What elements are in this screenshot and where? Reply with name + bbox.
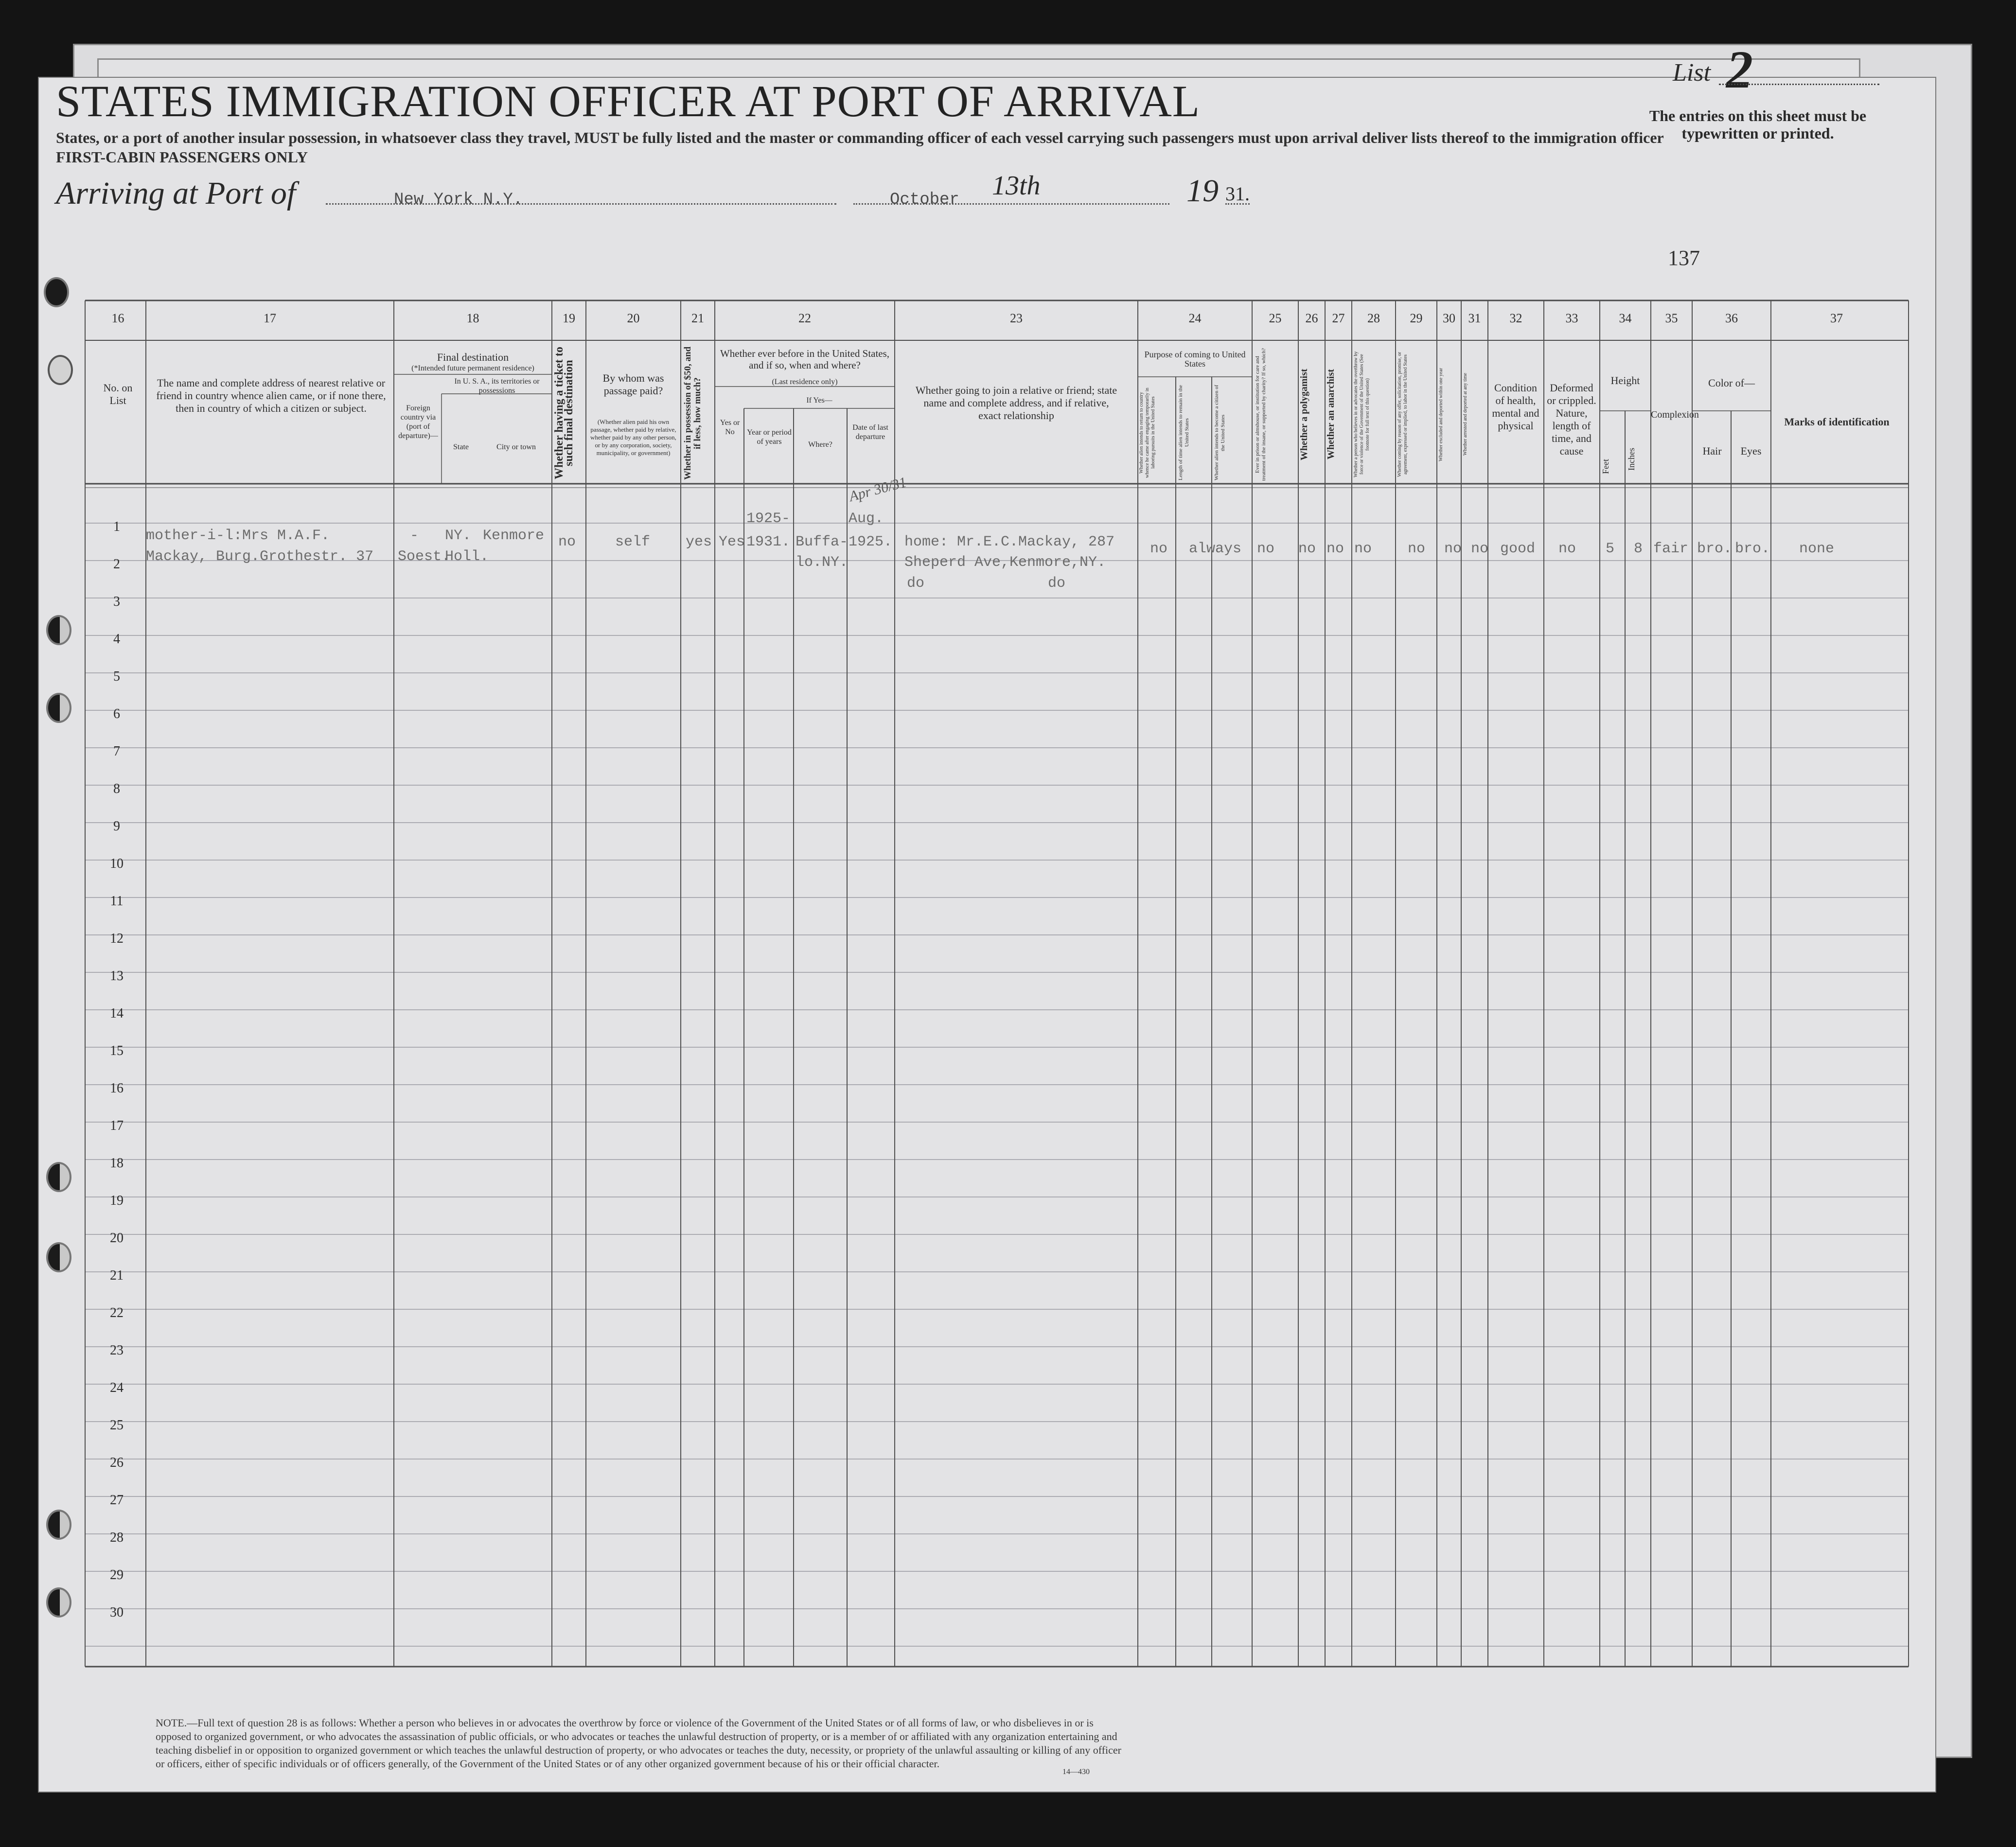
row-number: 24 [110, 1380, 124, 1395]
header-foreign-country: Foreign country via (port of departure)— [398, 404, 438, 440]
header-inches: Inches [1627, 448, 1636, 471]
entry-been-before: Yes [719, 534, 745, 550]
header-ever-before: Whether ever before in the United States, and if so, when and where? [720, 348, 890, 371]
header-final-destination-sub: (*Intended future permanent residence) [411, 364, 534, 372]
header-passage: By whom was passage paid? [602, 372, 664, 397]
header-yes-no: Yes or No [720, 419, 740, 436]
entry-period-line1: 1925- [746, 510, 791, 527]
header-length-stay: Length of time alien intends to remain in the United States [1178, 385, 1190, 481]
header-complexion: Complexion [1651, 409, 1699, 420]
entry-passage-paid: self [615, 534, 651, 550]
instruction-line: States, or a port of another insular possession, in whatsoever class they travel, MUST be fully listed and the master or commanding officer of each vessel carrying such passengers must upon arrival deliver lists thereof to the immigration officer [56, 129, 1664, 146]
entry-marks: none [1799, 541, 1835, 557]
entry-relative-line1: mother-i-l:Mrs M.A.F. [146, 528, 330, 544]
punch-hole [44, 277, 69, 307]
row-number: 17 [110, 1118, 124, 1133]
col-number-27: 27 [1332, 311, 1345, 325]
entry-join-line3b: do [1048, 575, 1066, 592]
row-number: 4 [113, 632, 120, 647]
entry-excluded: no [1444, 541, 1462, 557]
row-number: 22 [110, 1305, 124, 1320]
entry-deformed: no [1558, 541, 1576, 557]
entry-dest-state: NY. [445, 528, 472, 544]
entry-health: good [1500, 541, 1536, 557]
header-polygamist: Whether a polygamist [1299, 369, 1309, 460]
header-if-yes: If Yes— [806, 396, 832, 405]
punch-hole [46, 1587, 71, 1618]
col-number-34: 34 [1619, 311, 1632, 325]
entry-feet: 5 [1606, 541, 1615, 557]
header-passage-sub: (Whether alien paid his own passage, whether paid by relative, whether paid by any other person, or by any corporation, society, municipality, or government) [590, 418, 676, 457]
entry-eyes: bro. [1735, 541, 1770, 557]
header-relative: The name and complete address of nearest relative or friend in country whence alien came, or if none there, then in country of which a citizen or subject. [156, 377, 386, 414]
header-fifty-dollars: Whether in possession of $50, and if less, how much? [683, 346, 703, 480]
row-number: 27 [110, 1493, 124, 1508]
punch-hole [46, 1162, 71, 1192]
entry-dest-state-2: Holl. [445, 548, 489, 565]
arriving-label: Arriving at Port of [56, 176, 296, 211]
entry-hair: bro. [1697, 541, 1733, 557]
col-number-33: 33 [1565, 311, 1578, 325]
entry-departure-line1: Aug. [849, 510, 884, 527]
header-join-relative: Whether going to join a relative or friend; state name and complete address, and if relative, exact relationship [915, 384, 1117, 422]
entry-foreign-country: - [410, 528, 419, 544]
row-number: 13 [110, 968, 124, 984]
header-return-country: Whether alien intends to return to country whence he came after engaging temporarily in laboring pursuits in the United States [1139, 387, 1156, 478]
col-number-29: 29 [1410, 311, 1423, 325]
row-number: 9 [113, 819, 120, 834]
col-number-28: 28 [1367, 311, 1380, 325]
header-prison: Ever in prison or almshouse, or institution for care and treatment of the insane, or supported by charity? If so, which? [1255, 348, 1267, 481]
entry-join-line3a: do [907, 575, 925, 592]
col-number-18: 18 [466, 311, 479, 325]
row-number: 8 [113, 781, 120, 796]
col-number-22: 22 [798, 311, 811, 325]
row-number: 30 [110, 1605, 124, 1620]
row-number: 26 [110, 1455, 124, 1470]
punch-hole [46, 1510, 71, 1540]
entry-join-line1: home: Mr.E.C.Mackay, 287 [904, 534, 1115, 550]
row-number: 1 [113, 519, 120, 534]
col-number-16: 16 [111, 311, 124, 325]
entry-departure-note: Apr 30/31 [847, 474, 908, 505]
row-number: 5 [113, 669, 120, 684]
entry-return-country: no [1150, 541, 1168, 557]
entry-where-line1: Buffa- [796, 534, 849, 550]
header-in-usa: In U. S. A., its territories or possessions [454, 377, 540, 395]
header-final-destination: Final destination [437, 351, 509, 363]
col-number-21: 21 [691, 311, 704, 325]
col-number-24: 24 [1188, 311, 1202, 325]
header-marks: Marks of identification [1784, 416, 1890, 428]
month-value: October [890, 191, 959, 209]
row-number: 2 [113, 557, 120, 572]
col-number-25: 25 [1269, 311, 1282, 325]
entry-join-line2: Sheperd Ave,Kenmore,NY. [904, 554, 1106, 571]
header-last-departure: Date of last departure [852, 423, 888, 441]
year-prefix: 19 [1186, 173, 1219, 209]
header-color: Color of— [1708, 377, 1755, 389]
entry-has-fifty: yes [686, 534, 712, 550]
col-number-26: 26 [1305, 311, 1318, 325]
row-number: 19 [110, 1193, 124, 1208]
col-number-31: 31 [1468, 311, 1481, 325]
stamp-number: 137 [1668, 246, 1700, 270]
row-number: 15 [110, 1043, 124, 1058]
year-suffix: 31. [1225, 183, 1250, 205]
col-number-36: 36 [1725, 311, 1738, 325]
col-number-20: 20 [627, 311, 640, 325]
header-arrested: Whether arrested and deported at any time [1463, 373, 1468, 456]
form-number: 14—430 [1062, 1768, 1090, 1776]
col-number-32: 32 [1509, 311, 1522, 325]
entry-period-line2: 1931. [746, 534, 791, 550]
col-number-17: 17 [264, 311, 276, 325]
header-state: State [453, 443, 469, 451]
header-hair: Hair [1702, 445, 1722, 457]
header-city: City or town [496, 443, 536, 451]
entry-arrested: no [1471, 541, 1489, 557]
row-number: 20 [110, 1231, 124, 1246]
header-list-number: No. on List [103, 382, 133, 406]
entry-offer: no [1408, 541, 1426, 557]
header-advocate: Whether a person who believes in or advocates the overthrow by force or violence of the Government of the United States (See footnote for full text of this question) [1353, 351, 1370, 478]
row-number: 28 [110, 1530, 124, 1545]
row-number: 23 [110, 1343, 124, 1358]
entry-prison: no [1257, 541, 1275, 557]
entry-polygamist: no [1298, 541, 1316, 557]
entry-relative-line2: Mackay, Burg.Grothestr. 37 [146, 548, 374, 565]
row-number: 7 [113, 744, 120, 759]
header-offer: Whether coming by reason of any offer, solicitation, promise, or agreement, expressed or implied, to labor in the United States [1397, 352, 1408, 477]
header-last-residence: (Last residence only) [772, 378, 838, 386]
col-number-37: 37 [1830, 311, 1843, 325]
row-number: 25 [110, 1418, 124, 1433]
row-number: 18 [110, 1156, 124, 1171]
header-ticket: Whether having a ticket to such final destination [553, 347, 575, 480]
entry-anarchist: no [1326, 541, 1344, 557]
first-cabin-label: FIRST-CABIN PASSENGERS ONLY [56, 148, 308, 166]
day-value: 13th [992, 171, 1041, 201]
row-number: 3 [113, 594, 120, 609]
entry-ticket: no [558, 534, 576, 550]
list-number: 2 [1726, 40, 1753, 99]
row-number: 21 [110, 1268, 124, 1283]
header-deformed: Deformed or crippled. Nature, length of time, and cause [1547, 382, 1596, 457]
col-number-19: 19 [563, 311, 575, 325]
row-number: 14 [110, 1006, 124, 1021]
row-number: 16 [110, 1081, 124, 1096]
header-feet: Feet [1601, 459, 1610, 475]
entry-advocate: no [1354, 541, 1372, 557]
entry-dest-city: Kenmore [483, 528, 545, 544]
punch-hole [48, 355, 73, 385]
col-number-23: 23 [1010, 311, 1023, 325]
row-number: 10 [110, 856, 124, 871]
col-number-30: 30 [1443, 311, 1455, 325]
header-excluded: Whether excluded and deported within one year [1438, 368, 1444, 461]
header-purpose: Purpose of coming to United States [1144, 350, 1246, 369]
punch-hole [46, 693, 71, 723]
entry-departure-line2: 1925. [849, 534, 893, 550]
entry-length-stay: always [1189, 541, 1242, 557]
punch-hole [46, 1242, 71, 1272]
header-eyes: Eyes [1740, 445, 1762, 457]
punch-hole [46, 615, 71, 645]
header-height: Height [1610, 374, 1640, 387]
row-number: 6 [113, 706, 120, 721]
entry-complexion: fair [1653, 541, 1689, 557]
port-value: New York N.Y. [394, 191, 523, 209]
footnote: NOTE.—Full text of question 28 is as follows: Whether a person who believes in or advocates the overthrow by force or violence of the Government of the United States or of all forms of law, or who disbelieves in or is opposed to organized government, or who advocates the assassination of public officials, or who advocates or teaches the unlawful destruction of property, or is a member of or affiliated with any organization entertaining and teaching disbelief in or opposition to organized government or which teaches the unlawful destruction of property, or who advocates or teaches the duty, necessity, or propriety of the unlawful assaulting or killing of any officer or officers, either of specific individuals or of officers generally, of the Government of the United States or of any other organized government because of his or their official character. [156, 1717, 1121, 1770]
entry-foreign-country-2: Soest. [398, 548, 451, 565]
header-where: Where? [808, 440, 832, 449]
col-number-35: 35 [1665, 311, 1678, 325]
row-number: 11 [110, 894, 124, 909]
typewritten-note: The entries on this sheet must be typewritten or printed. [1649, 107, 1867, 142]
list-label: List [1673, 59, 1711, 87]
header-anarchist: Whether an anarchist [1326, 369, 1336, 460]
entry-where-line2: lo.NY. [796, 554, 849, 571]
row-number: 29 [110, 1567, 124, 1583]
header-period: Year or period of years [747, 428, 792, 446]
header-become-citizen: Whether alien intends to become a citizen of the United States [1214, 385, 1226, 481]
page-title: STATES IMMIGRATION OFFICER AT PORT OF ARRIVAL [56, 76, 1200, 126]
row-number: 12 [110, 931, 124, 946]
header-health: Condition of health, mental and physical [1492, 382, 1539, 432]
entry-inches: 8 [1634, 541, 1643, 557]
